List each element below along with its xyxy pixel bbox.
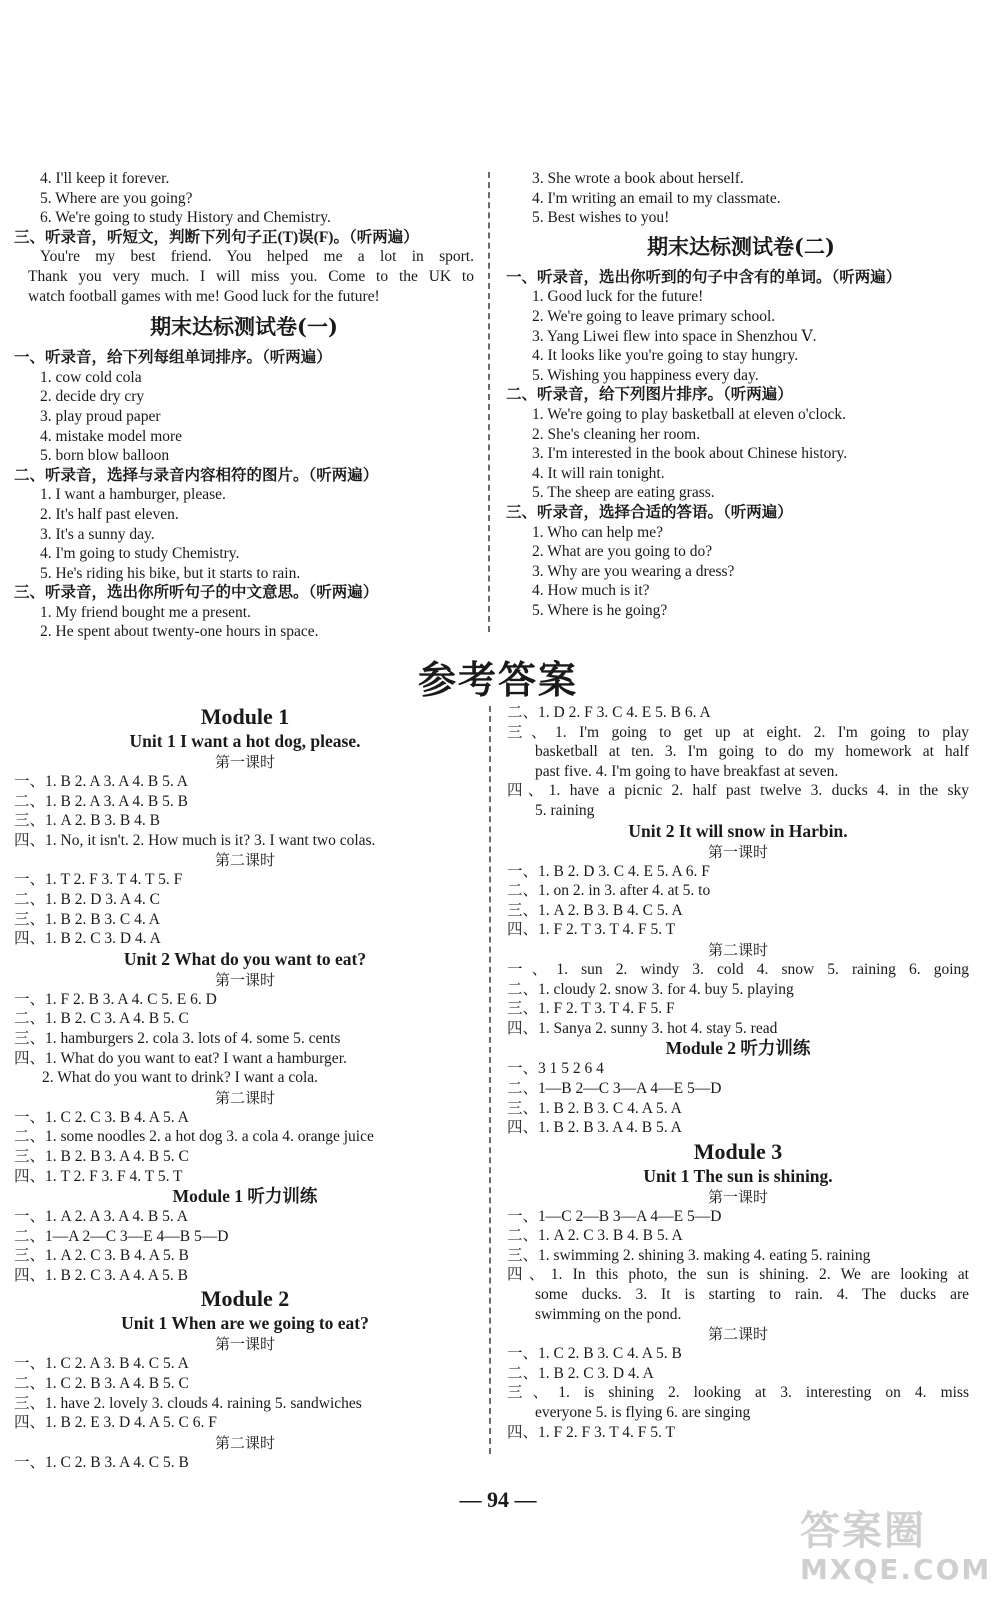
page-number: — 94 — xyxy=(459,1487,537,1512)
answer-line: 三、1. B 2. B 3. C 4. A 5. A xyxy=(507,1099,682,1117)
answer-line: 三、1. A 2. B 3. B 4. C 5. A xyxy=(507,901,683,919)
answer-line: 三、1. I'm going to get up at eight. 2. I'm going to play xyxy=(507,723,969,741)
answer-line: 二、1. C 2. B 3. A 4. B 5. C xyxy=(14,1375,189,1393)
answer-line: 二、1. on 2. in 3. after 4. at 5. to xyxy=(507,882,711,900)
answer-line: 二、1. D 2. F 3. C 4. E 5. B 6. A xyxy=(507,704,711,721)
question-line: 4. I'm going to study Chemistry. xyxy=(40,545,240,563)
test-title-1: 期末达标测试卷(一) xyxy=(150,314,338,340)
unit-heading: Module 2 听力训练 xyxy=(665,1038,811,1059)
question-line: 1. Good luck for the future! xyxy=(532,288,704,306)
answer-line: 5. raining xyxy=(535,801,595,819)
question-line: 3. play proud paper xyxy=(40,407,161,425)
answer-line: 四、1. No, it isn't. 2. How much is it? 3. I want two colas. xyxy=(14,831,376,849)
question-line: Thank you very much. I will miss you. Come to the UK to xyxy=(28,267,474,285)
answer-line: 二、1—B 2—C 3—A 4—E 5—D xyxy=(507,1079,722,1097)
answer-line: 二、1—A 2—C 3—E 4—B 5—D xyxy=(14,1227,229,1245)
question-line: 4. mistake model more xyxy=(40,427,183,445)
lesson-heading: 第二课时 xyxy=(707,940,768,959)
question-line: 二、听录音，给下列图片排序。（听两遍） xyxy=(506,386,793,404)
unit-heading: Unit 2 What do you want to eat? xyxy=(123,948,367,969)
lesson-heading: 第一课时 xyxy=(214,1335,275,1354)
question-line: 5. Where are you going? xyxy=(40,189,193,207)
watermark-top: 答案圈 xyxy=(800,1508,926,1554)
unit-heading: Module 1 听力训练 xyxy=(172,1186,318,1207)
answer-line: 三、1. A 2. C 3. B 4. A 5. B xyxy=(14,1247,189,1265)
answer-line: 一、1. C 2. B 3. A 4. C 5. B xyxy=(14,1453,189,1471)
question-line: 5. born blow balloon xyxy=(40,447,170,465)
unit-heading: Unit 1 When are we going to eat? xyxy=(121,1313,369,1334)
question-line: 4. I'm writing an email to my classmate. xyxy=(532,189,781,207)
question-line: 2. We're going to leave primary school. xyxy=(532,307,776,325)
answer-line: 三、1. B 2. B 3. A 4. B 5. C xyxy=(14,1147,189,1165)
lesson-heading: 第一课时 xyxy=(707,1187,768,1206)
answer-line: 二、1. some noodles 2. a hot dog 3. a cola 4. orange juice xyxy=(14,1128,374,1146)
lesson-heading: 第一课时 xyxy=(707,842,768,861)
question-line: 三、听录音，选择合适的答语。（听两遍） xyxy=(506,503,793,521)
question-line: 2. decide dry cry xyxy=(40,388,145,406)
unit-heading: Unit 1 The sun is shining. xyxy=(643,1165,833,1186)
answer-line: 三、1. A 2. B 3. B 4. B xyxy=(14,812,160,830)
answer-line: 三、1. swimming 2. shining 3. making 4. eating 5. raining xyxy=(507,1246,871,1264)
question-line: 5. He's riding his bike, but it starts to rain. xyxy=(40,564,301,582)
lesson-heading: 第一课时 xyxy=(214,970,275,989)
question-line: 3. She wrote a book about herself. xyxy=(532,170,744,187)
question-line: You're my best friend. You helped me a lot in sport. xyxy=(40,248,474,266)
answer-line: 一、1. B 2. A 3. A 4. B 5. A xyxy=(14,773,188,790)
lesson-heading: 第一课时 xyxy=(214,753,275,771)
question-line: 5. Best wishes to you! xyxy=(532,209,670,227)
module-heading: Module 3 xyxy=(693,1138,783,1164)
question-line: 一、听录音，给下列每组单词排序。（听两遍） xyxy=(14,349,332,367)
top-left-column xyxy=(14,169,474,642)
answer-line: 一、1. C 2. C 3. B 4. A 5. A xyxy=(14,1108,189,1126)
answer-line: 一、1. B 2. D 3. C 4. E 5. A 6. F xyxy=(507,862,710,880)
question-line: 4. It looks like you're going to stay hungry. xyxy=(532,347,799,365)
question-line: 二、听录音，选择与录音内容相符的图片。（听两遍） xyxy=(14,466,379,484)
question-line: 1. We're going to play basketball at eleven o'clock. xyxy=(532,405,846,423)
answer-line: 三、1. F 2. T 3. T 4. F 5. F xyxy=(507,1000,675,1018)
answer-line: 2. What do you want to drink? I want a cola. xyxy=(42,1069,319,1087)
lesson-heading: 第二课时 xyxy=(214,851,275,870)
question-line: 1. I want a hamburger, please. xyxy=(40,486,226,504)
lesson-heading: 第二课时 xyxy=(707,1325,768,1344)
answer-line: 三、1. have 2. lovely 3. clouds 4. raining 5. sandwiches xyxy=(14,1394,362,1412)
question-line: 三、听录音，选出你所听句子的中文意思。（听两遍） xyxy=(14,584,379,602)
answer-line: 一、1. A 2. A 3. A 4. B 5. A xyxy=(14,1208,188,1226)
question-line: 3. Why are you wearing a dress? xyxy=(532,562,735,580)
test-title-2: 期末达标测试卷(二) xyxy=(647,233,835,259)
answers-column-divider xyxy=(489,706,491,1454)
answer-line: 二、1. A 2. C 3. B 4. B 5. A xyxy=(507,1227,683,1245)
answer-line: 三、1. hamburgers 2. cola 3. lots of 4. some 5. cents xyxy=(14,1029,341,1047)
answer-line: 四、1. What do you want to eat? I want a hamburger. xyxy=(14,1049,347,1067)
question-line: 5. Wishing you happiness every day. xyxy=(532,366,759,384)
question-line: 一、听录音，选出你听到的句子中含有的单词。（听两遍） xyxy=(506,268,902,286)
question-line: 4. How much is it? xyxy=(532,582,650,600)
question-line: 5. The sheep are eating grass. xyxy=(532,484,715,502)
answer-line: basketball at ten. 3. I'm going to do my homework at half xyxy=(535,743,969,761)
answer-line: 二、1. B 2. A 3. A 4. B 5. B xyxy=(14,792,188,810)
top-column-divider xyxy=(488,172,490,632)
question-line: 三、听录音，听短文，判断下列句子正(T)误(F)。（听两遍） xyxy=(14,228,419,246)
answer-line: 一、1. C 2. A 3. B 4. C 5. A xyxy=(14,1355,189,1373)
watermark-bottom: MXQE.COM xyxy=(800,1553,992,1586)
answer-line: 二、1. B 2. C 3. A 4. B 5. C xyxy=(14,1010,189,1028)
answer-line: 四、1. Sanya 2. sunny 3. hot 4. stay 5. read xyxy=(507,1019,778,1037)
module-heading: Module 2 xyxy=(200,1286,290,1312)
question-line: 4. I'll keep it forever. xyxy=(40,170,170,187)
answers-title: 参考答案 xyxy=(417,658,578,702)
unit-heading: Unit 1 I want a hot dog, please. xyxy=(129,731,361,751)
lesson-heading: 第二课时 xyxy=(214,1088,275,1107)
answer-line: 一、1. C 2. B 3. C 4. A 5. B xyxy=(507,1345,682,1363)
answers-right-column xyxy=(507,703,969,1442)
question-line: 3. Yang Liwei flew into space in Shenzhou Ⅴ. xyxy=(532,327,817,345)
question-line: 6. We're going to study History and Chemistry. xyxy=(40,209,331,227)
question-line: watch football games with me! Good luck for the future! xyxy=(28,287,380,305)
question-line: 2. She's cleaning her room. xyxy=(532,425,701,443)
answer-line: 四、1. T 2. F 3. F 4. T 5. T xyxy=(14,1167,183,1185)
watermark-logo xyxy=(800,1508,992,1594)
question-line: 3. It's a sunny day. xyxy=(40,525,155,543)
answer-line: 四、1. B 2. E 3. D 4. A 5. C 6. F xyxy=(14,1414,217,1432)
answer-line: 四、1. F 2. F 3. T 4. F 5. T xyxy=(507,1423,675,1441)
answer-line: 四、1. have a picnic 2. half past twelve 3. ducks 4. in the sky xyxy=(507,782,969,800)
module-heading: Module 1 xyxy=(200,704,290,729)
answer-line: past five. 4. I'm going to have breakfast at seven. xyxy=(535,762,839,780)
question-line: 4. It will rain tonight. xyxy=(532,464,665,482)
answer-line: 四、1. B 2. C 3. A 4. A 5. B xyxy=(14,1266,188,1284)
answers-left-column xyxy=(14,703,476,1472)
question-line: 1. My friend bought me a present. xyxy=(40,603,251,621)
question-line: 5. Where is he going? xyxy=(532,601,668,619)
question-line: 1. cow cold cola xyxy=(40,368,142,386)
answer-line: 一、1. sun 2. windy 3. cold 4. snow 5. raining 6. going xyxy=(507,960,969,978)
answer-line: 一、1. F 2. B 3. A 4. C 5. E 6. D xyxy=(14,990,217,1008)
lesson-heading: 第二课时 xyxy=(214,1433,275,1452)
answer-line: everyone 5. is flying 6. are singing xyxy=(535,1404,751,1422)
answer-line: 二、1. B 2. C 3. D 4. A xyxy=(507,1364,654,1382)
answer-line: 三、1. B 2. B 3. C 4. A xyxy=(14,910,160,928)
unit-heading: Unit 2 It will snow in Harbin. xyxy=(628,820,848,841)
answer-line: 四、1. F 2. T 3. T 4. F 5. T xyxy=(507,921,676,939)
answer-line: 三、1. is shining 2. looking at 3. interesting on 4. miss xyxy=(507,1384,969,1402)
answer-line: 一、3 1 5 2 6 4 xyxy=(507,1060,604,1078)
question-line: 3. I'm interested in the book about Chinese history. xyxy=(532,445,848,463)
question-line: 2. What are you going to do? xyxy=(532,543,713,561)
answer-line: 二、1. B 2. D 3. A 4. C xyxy=(14,890,160,908)
answer-line: 四、1. B 2. B 3. A 4. B 5. A xyxy=(507,1119,682,1137)
answer-line: 一、1—C 2—B 3—A 4—E 5—D xyxy=(507,1207,722,1225)
question-line: 1. Who can help me? xyxy=(532,523,663,541)
question-line: 2. He spent about twenty-one hours in space. xyxy=(40,623,319,641)
question-line: 2. It's half past eleven. xyxy=(40,505,179,523)
top-right-column xyxy=(506,169,976,620)
answer-line: 一、1. T 2. F 3. T 4. T 5. F xyxy=(14,871,183,889)
answer-line: swimming on the pond. xyxy=(535,1305,682,1323)
answer-line: 四、1. In this photo, the sun is shining. 2. We are looking at xyxy=(507,1266,969,1284)
answer-line: 四、1. B 2. C 3. D 4. A xyxy=(14,930,161,948)
answer-line: some ducks. 3. It is starting to rain. 4. The ducks are xyxy=(535,1286,969,1304)
answer-line: 二、1. cloudy 2. snow 3. for 4. buy 5. playing xyxy=(507,980,794,998)
